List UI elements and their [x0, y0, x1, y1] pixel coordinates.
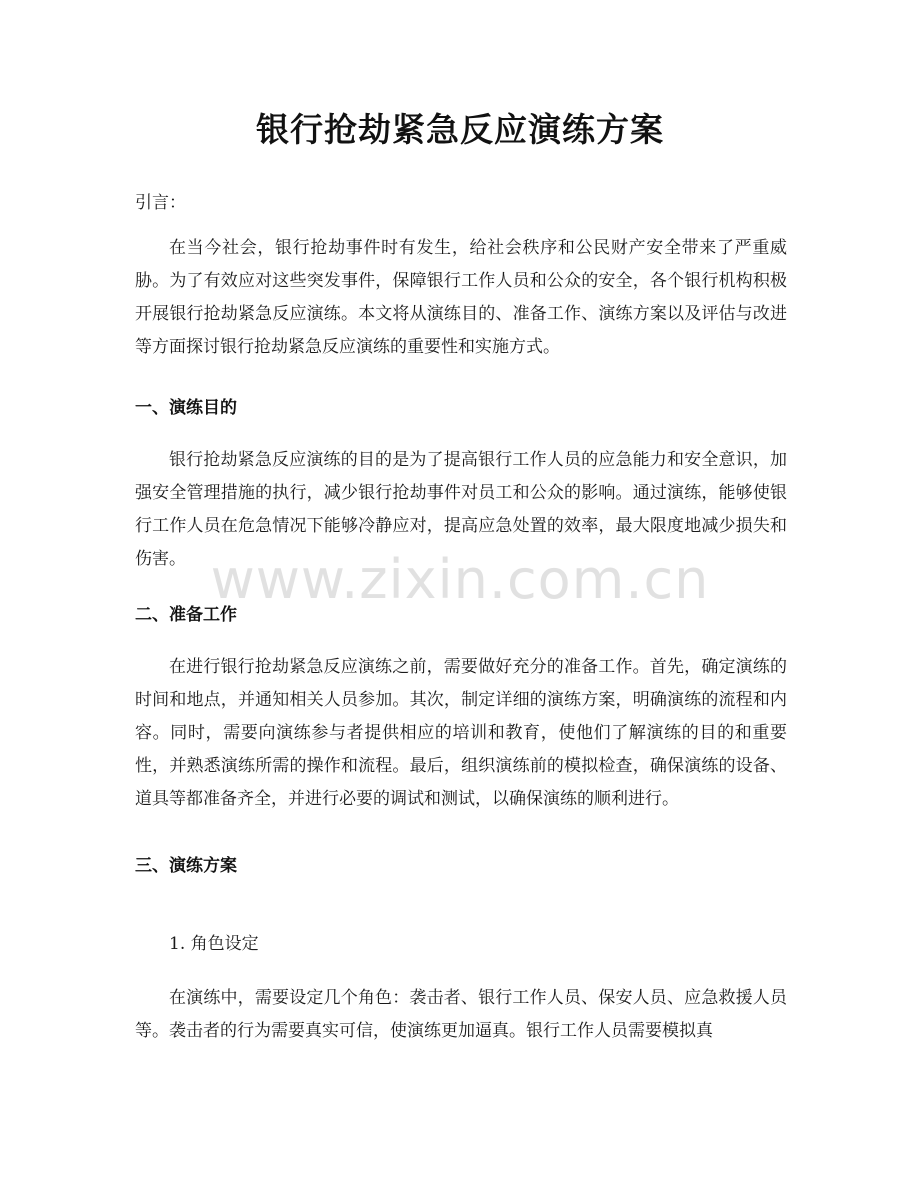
intro-label: 引言： — [135, 193, 186, 213]
intro-paragraph: 在当今社会，银行抢劫事件时有发生，给社会秩序和公民财产安全带来了严重威胁。为了有效应对这些突发事件，保障银行工作人员和公众的安全，各个银行机构积极开展银行抢劫紧急反应演练。本文将从演练目的、准备工作、演练方案以及评估与改进等方面探讨银行抢劫紧急反应演练的重要性和实施方式。 — [135, 238, 787, 357]
section-paragraph-purpose: 银行抢劫紧急反应演练的目的是为了提高银行工作人员的应急能力和安全意识，加强安全管理措施的执行，减少银行抢劫事件对员工和公众的影响。通过演练，能够使银行工作人员在危急情况下能够冷静应对，提高应急处置的效率，最大限度地减少损失和伤害。 — [135, 450, 787, 569]
section-paragraph-roles: 在演练中，需要设定几个角色：袭击者、银行工作人员、保安人员、应急救援人员等。袭击者的行为需要真实可信，使演练更加逼真。银行工作人员需要模拟真 — [135, 988, 787, 1041]
watermark-text: www.zixin.com.cn — [210, 548, 710, 611]
section-heading-preparation: 二、准备工作 — [135, 605, 237, 625]
section-heading-plan: 三、演练方案 — [135, 856, 237, 876]
section-heading-purpose: 一、演练目的 — [135, 398, 237, 418]
section-subheading-roles: 1. 角色设定 — [169, 934, 259, 954]
section-paragraph-preparation: 在进行银行抢劫紧急反应演练之前，需要做好充分的准备工作。首先，确定演练的时间和地点，并通知相关人员参加。其次，制定详细的演练方案，明确演练的流程和内容。同时，需要向演练参与者提供相应的培训和教育，使他们了解演练的目的和重要性，并熟悉演练所需的操作和流程。最后，组织演练前的模拟检查，确保演练的设备、道具等都准备齐全，并进行必要的调试和测试，以确保演练的顺利进行。 — [135, 657, 787, 809]
document-title: 银行抢劫紧急反应演练方案 — [256, 110, 664, 149]
